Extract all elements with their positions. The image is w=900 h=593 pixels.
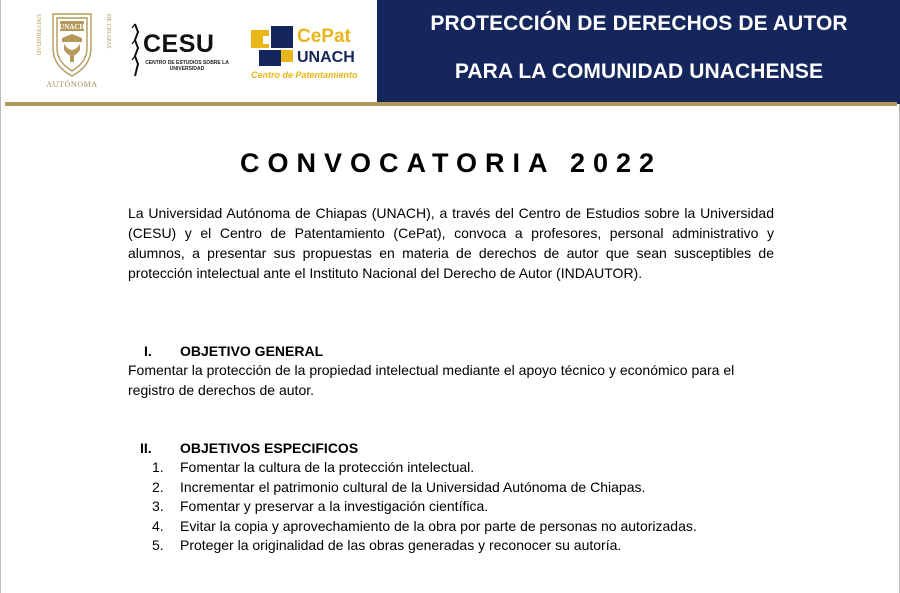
list-item bbox=[128, 458, 778, 478]
logo-strip bbox=[1, 0, 377, 104]
cesu-subtitle: CENTRO DE ESTUDIOS SOBRE LA UNIVERSIDAD bbox=[145, 60, 229, 72]
list-item bbox=[128, 517, 778, 537]
document-title: CONVOCATORIA 2022 bbox=[239, 148, 663, 178]
title-banner bbox=[377, 0, 900, 104]
section-1-number: I. bbox=[144, 343, 152, 359]
cepat-name: CePat bbox=[297, 26, 351, 47]
banner-title-line-2: PARA LA COMUNIDAD UNACHENSE bbox=[454, 60, 824, 83]
list-item-text: Fomentar la cultura de la protección intelectual. bbox=[180, 459, 475, 475]
document-header bbox=[1, 0, 900, 104]
specific-objectives-list bbox=[128, 458, 778, 556]
list-item-number: 1. bbox=[152, 459, 164, 475]
unach-seal-icon bbox=[31, 6, 113, 86]
banner-title-line-1: PROTECCIÓN DE DERECHOS DE AUTOR bbox=[430, 12, 848, 35]
cesu-name: CESU bbox=[143, 30, 215, 58]
list-item-text: Incrementar el patrimonio cultural de la Universidad Autónoma de Chiapas. bbox=[180, 478, 646, 495]
section-2-heading: OBJETIVOS ESPECIFICOS bbox=[180, 440, 359, 456]
unach-caption: AUTÓNOMA bbox=[46, 80, 98, 89]
list-item-text: Fomentar y preservar a la investigación científica. bbox=[180, 498, 489, 514]
list-item bbox=[128, 478, 778, 498]
list-item bbox=[128, 497, 778, 517]
intro-paragraph: La Universidad Autónoma de Chiapas (UNACH), a través del Centro de Estudios sobre la Universidad (CESU) y el Centro de Patentamiento (CePat), convoca a profesores, personal administrativo y alumnos, a presentar sus propuestas en materia de derechos de autor que sean susceptibles de protección intelectual ante el Instituto Nacional del Derecho de Autor (INDAUTOR). bbox=[128, 205, 774, 281]
list-item-text: Proteger la originalidad de las obras generadas y reconocer su autoría. bbox=[180, 537, 622, 553]
list-item-number: 4. bbox=[152, 517, 164, 534]
section-2-number: II. bbox=[140, 440, 152, 456]
document-body bbox=[1, 106, 900, 593]
list-item-text: Evitar la copia y aprovechamiento de la obra por parte de personas no autorizadas. bbox=[180, 517, 697, 534]
list-item-number: 2. bbox=[152, 478, 164, 495]
cepat-subtitle: Centro de Patentamiento bbox=[251, 70, 358, 80]
cesu-mark-icon bbox=[129, 22, 141, 78]
svg-text:UNACH: UNACH bbox=[59, 23, 85, 31]
list-item bbox=[128, 536, 778, 556]
section-1-text: Fomentar la protección de la propiedad intelectual mediante el apoyo técnico y económico para el registro de derechos de autor. bbox=[128, 362, 735, 398]
cepat-unach: UNACH bbox=[297, 49, 355, 66]
svg-text:DE CHIAPAS: DE CHIAPAS bbox=[105, 14, 111, 49]
svg-text:UNIVERSIDAD: UNIVERSIDAD bbox=[35, 14, 41, 55]
cesu-logo bbox=[129, 22, 229, 82]
cepat-logo bbox=[249, 26, 375, 86]
list-item-number: 5. bbox=[152, 537, 164, 553]
cepat-mark-icon bbox=[251, 26, 295, 68]
section-1-heading: OBJETIVO GENERAL bbox=[180, 343, 324, 359]
list-item-number: 3. bbox=[152, 498, 164, 514]
